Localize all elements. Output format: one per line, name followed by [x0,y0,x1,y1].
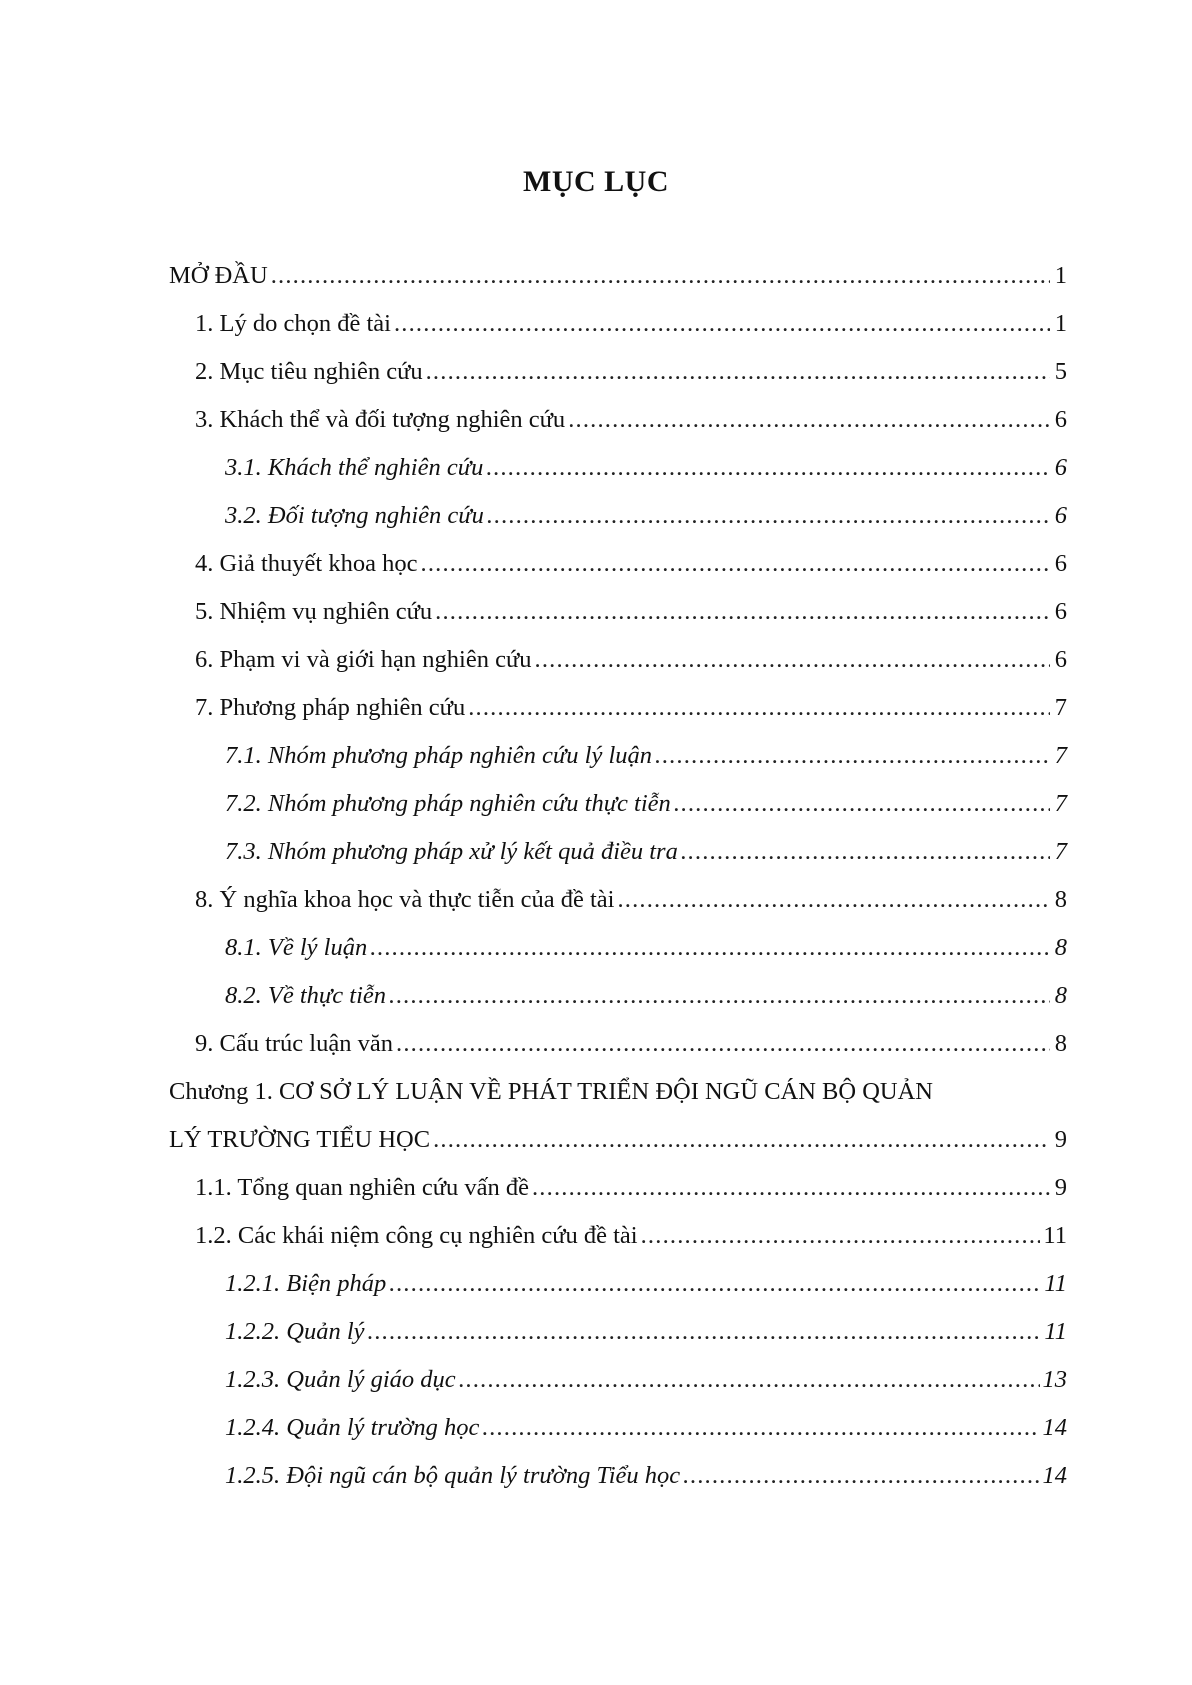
toc-entry-label: 1. Lý do chọn đề tài [195,310,391,337]
toc-entry-label: 1.2.3. Quản lý giáo dục [225,1366,456,1393]
toc-entry-label: 7.1. Nhóm phương pháp nghiên cứu lý luận [225,742,653,769]
toc-page-number: 7 [1054,694,1067,721]
toc-entry-label: 1.2.4. Quản lý trường học [225,1414,480,1441]
toc-entry-1-2-5[interactable] [169,1462,1067,1510]
toc-entry-label: Chương 1. CƠ SỞ LÝ LUẬN VỀ PHÁT TRIỂN ĐỘI NGŨ CÁN BỘ QUẢN [169,1078,933,1105]
toc-entry-label: 2. Mục tiêu nghiên cứu [195,358,423,385]
toc-page-number: 6 [1054,502,1067,529]
page-title: MỤC LỤC [523,165,669,198]
dot-leader [655,742,1050,770]
toc-entry-1-2-1[interactable] [169,1270,1067,1318]
toc-entry-1-2-3[interactable] [169,1366,1067,1414]
dot-leader [674,790,1050,818]
dot-leader [487,502,1050,530]
toc-entry-label-line1 [169,1078,1067,1126]
toc-entry-label: 1.1. Tổng quan nghiên cứu vấn đề [195,1174,529,1201]
toc-page-number: 11 [1044,1270,1067,1297]
toc-entry-label: 8.1. Về lý luận [225,934,368,961]
dot-leader [368,1318,1042,1346]
toc-page-number: 6 [1054,406,1067,433]
toc-entry-label: 1.2.2. Quản lý [225,1318,365,1345]
dot-leader [435,598,1050,626]
dot-leader [681,838,1050,866]
toc-page-number: 6 [1054,646,1067,673]
toc-page-number: 9 [1054,1126,1067,1153]
toc-page-number: 9 [1054,1174,1067,1201]
toc-entry-1-2-2[interactable] [169,1318,1067,1366]
toc-page-number: 13 [1042,1366,1067,1393]
dot-leader [486,454,1050,482]
toc-entry-3[interactable] [169,406,1067,454]
toc-entry-7-3[interactable] [169,838,1067,886]
toc-page-number: 6 [1054,454,1067,481]
dot-leader [482,1414,1039,1442]
dot-leader [683,1462,1039,1490]
toc-page-number: 8 [1054,1030,1067,1057]
toc-entry-mo-dau[interactable] [169,262,1067,310]
toc-entry-chuong-1[interactable] [169,1078,1067,1174]
toc-page-number: 8 [1054,934,1067,961]
toc-entry-8[interactable] [169,886,1067,934]
toc-entry-4[interactable] [169,550,1067,598]
toc-entry-label: LÝ TRƯỜNG TIỂU HỌC [169,1126,431,1153]
toc-entry-6[interactable] [169,646,1067,694]
toc-page-number: 11 [1043,1222,1067,1249]
toc-page-number: 1 [1054,262,1067,289]
toc-entry-label: 5. Nhiệm vụ nghiên cứu [195,598,433,625]
toc-entry-label-line2-row [169,1126,1067,1174]
dot-leader [535,646,1050,674]
toc-entry-label: MỞ ĐẦU [169,262,268,289]
toc-entry-2[interactable] [169,358,1067,406]
dot-leader [459,1366,1040,1394]
toc-entry-label: 7.2. Nhóm phương pháp nghiên cứu thực tiễn [225,790,671,817]
toc-page-number: 14 [1042,1462,1067,1489]
toc-page-number: 14 [1042,1414,1067,1441]
dot-leader [617,886,1050,914]
toc-entry-1-2[interactable] [169,1222,1067,1270]
toc-page-number: 7 [1054,790,1067,817]
toc-entry-3-1[interactable] [169,454,1067,502]
toc-entry-8-2[interactable] [169,982,1067,1030]
toc-entry-7-1[interactable] [169,742,1067,790]
toc-page-number: 11 [1044,1318,1067,1345]
dot-leader [426,358,1050,386]
toc-page-number: 6 [1054,598,1067,625]
toc-entry-5[interactable] [169,598,1067,646]
table-of-contents [169,262,1067,1510]
toc-entry-7-2[interactable] [169,790,1067,838]
toc-entry-label: 7. Phương pháp nghiên cứu [195,694,466,721]
toc-entry-8-1[interactable] [169,934,1067,982]
toc-page-number: 8 [1054,982,1067,1009]
toc-entry-1-1[interactable] [169,1174,1067,1222]
toc-entry-label: 4. Giả thuyết khoa học [195,550,418,577]
dot-leader [396,1030,1050,1058]
toc-page-number: 8 [1054,886,1067,913]
toc-entry-9[interactable] [169,1030,1067,1078]
dot-leader [568,406,1050,434]
toc-page-number: 7 [1054,742,1067,769]
toc-entry-label: 8.2. Về thực tiễn [225,982,386,1009]
dot-leader [370,934,1050,962]
toc-entry-label: 7.3. Nhóm phương pháp xử lý kết quả điều tra [225,838,678,865]
toc-entry-label: 8. Ý nghĩa khoa học và thực tiễn của đề tài [195,886,615,913]
toc-entry-label: 3. Khách thể và đối tượng nghiên cứu [195,406,566,433]
toc-entry-label: 6. Phạm vi và giới hạn nghiên cứu [195,646,532,673]
toc-entry-1-2-4[interactable] [169,1414,1067,1462]
toc-entry-7[interactable] [169,694,1067,742]
dot-leader [271,262,1050,290]
dot-leader [389,982,1050,1010]
toc-entry-label: 1.2. Các khái niệm công cụ nghiên cứu đề tài [195,1222,638,1249]
toc-page-number: 1 [1054,310,1067,337]
toc-page-number: 6 [1054,550,1067,577]
toc-page-number: 7 [1054,838,1067,865]
dot-leader [468,694,1050,722]
dot-leader [389,1270,1041,1298]
dot-leader [433,1126,1050,1154]
dot-leader [394,310,1050,338]
toc-entry-label: 3.2. Đối tượng nghiên cứu [225,502,484,529]
toc-page-number: 5 [1054,358,1067,385]
toc-entry-3-2[interactable] [169,502,1067,550]
toc-entry-label: 9. Cấu trúc luận văn [195,1030,393,1057]
toc-entry-label: 3.1. Khách thể nghiên cứu [225,454,484,481]
toc-entry-1[interactable] [169,310,1067,358]
toc-entry-label: 1.2.5. Đội ngũ cán bộ quản lý trường Tiểu học [225,1462,681,1489]
dot-leader [421,550,1051,578]
dot-leader [532,1174,1050,1202]
toc-entry-label: 1.2.1. Biện pháp [225,1270,387,1297]
dot-leader [641,1222,1041,1250]
